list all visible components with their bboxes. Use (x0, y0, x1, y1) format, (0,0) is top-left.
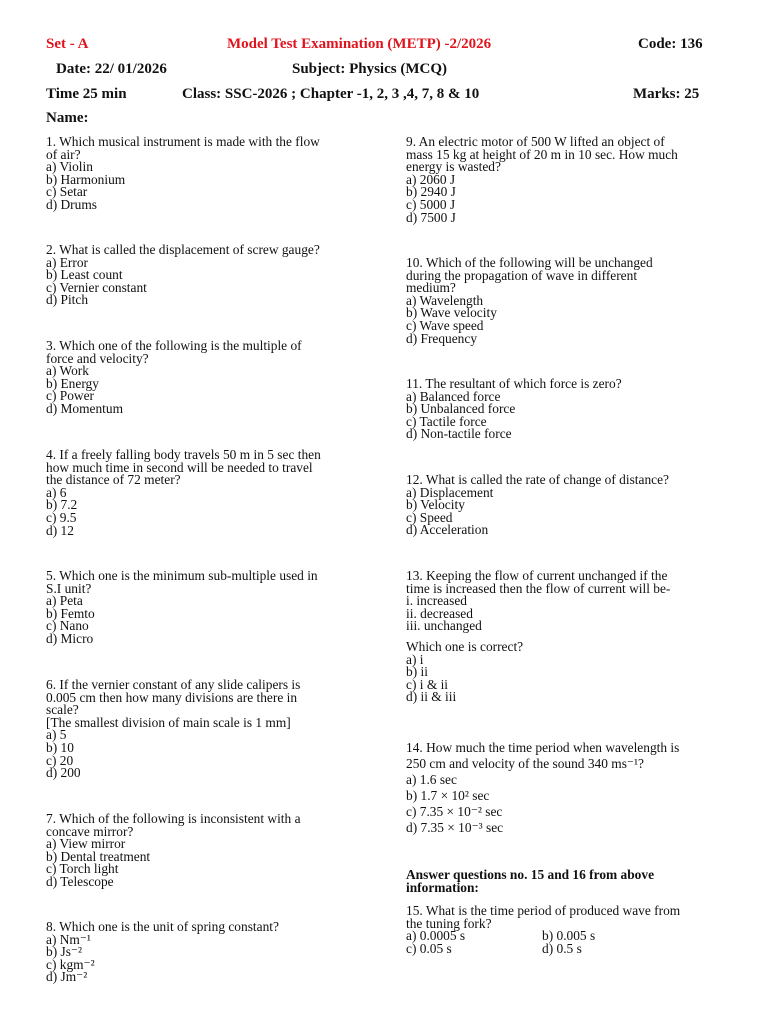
set-label: Set - A (46, 36, 89, 52)
option-a: a) 2060 J (406, 171, 456, 187)
option-c: c) Setar (46, 184, 88, 200)
option-d: d) Pitch (46, 292, 89, 308)
question-8: 8. Which one is the unit of spring constant? a) Nm⁻¹ b) Js⁻² c) kgm⁻² d) Jm⁻² (46, 919, 279, 985)
option-c: c) Torch light (46, 861, 119, 877)
question-15: 15. What is the time period of produced wave from the tuning fork? a) 0.0005 s b) 0.005 s c) 0.05 s d) 0.5 s (406, 903, 681, 956)
option-a: a) Error (46, 254, 89, 270)
option-a: a) 1.6 sec (406, 772, 457, 787)
option-d: d) 0.5 s (542, 940, 582, 956)
statement-i: i. increased (406, 593, 467, 609)
option-b: b) Energy (46, 375, 99, 391)
option-d: d) Momentum (46, 400, 123, 416)
option-a: a) Peta (46, 593, 83, 609)
option-a: a) 6 (46, 484, 67, 500)
name-label: Name: (46, 110, 89, 126)
option-a: a) Nm⁻¹ (46, 931, 91, 947)
option-d: d) Non-tactile force (406, 426, 512, 442)
exam-marks: Marks: 25 (633, 86, 700, 102)
instruction-note: Answer questions no. 15 and 16 from above information: (406, 867, 655, 895)
option-d: d) 200 (46, 765, 81, 781)
option-c: c) kgm⁻² (46, 956, 95, 972)
which-correct: Which one is correct? (406, 638, 524, 654)
option-d: d) Drums (46, 196, 97, 212)
option-b: b) Least count (46, 267, 123, 283)
exam-code: Code: 136 (638, 36, 703, 52)
option-d: d) Frequency (406, 330, 478, 346)
option-b: b) 10 (46, 739, 74, 755)
question-6: 6. If the vernier constant of any slide calipers is 0.005 cm then how many divisions are there in scale? [The smallest division of main scale is 1 mm] a) 5 b) 10 c) 20 d) 200 (46, 677, 301, 781)
option-a: a) 0.0005 s (406, 928, 466, 944)
question-4: 4. If a freely falling body travels 50 m in 5 sec then how much time in second will be needed to travel the distance of 72 meter? a) 6 b) 7.2 c) 9.5 d) 12 (46, 447, 321, 538)
option-c: c) Nano (46, 618, 89, 634)
option-b: b) Femto (46, 605, 95, 621)
option-c: c) Wave speed (406, 317, 484, 333)
question-1: 1. Which musical instrument is made with the flow of air? a) Violin b) Harmonium c) Setar d) Drums (46, 134, 320, 212)
question-13: 13. Keeping the flow of current unchanged if the time is increased then the flow of current will be- i. increased ii. decreased iii. unchanged Which one is correct? a) i b) ii c) i & ii d) ii & iii (406, 568, 671, 705)
option-b: b) Harmonium (46, 171, 126, 187)
option-a: a) View mirror (46, 836, 126, 852)
option-c: c) Vernier constant (46, 279, 147, 295)
option-d: d) 7.35 × 10⁻³ sec (406, 820, 504, 835)
option-b: b) ii (406, 664, 428, 680)
option-b: b) Velocity (406, 497, 465, 513)
question-3: 3. Which one of the following is the multiple of force and velocity? a) Work b) Energy c) Power d) Momentum (46, 338, 302, 416)
option-a: a) 5 (46, 727, 67, 743)
option-d: d) 12 (46, 522, 74, 538)
option-b: b) 1.7 × 10² sec (406, 788, 490, 803)
option-a: a) Balanced force (406, 388, 501, 404)
question-2: 2. What is called the displacement of screw gauge? a) Error b) Least count c) Vernier constant d) Pitch (46, 242, 320, 308)
question-5: 5. Which one is the minimum sub-multiple used in S.I unit? a) Peta b) Femto c) Nano d) Micro (46, 568, 318, 646)
option-a: a) Displacement (406, 484, 494, 500)
question-14: 14. How much the time period when wavelength is 250 cm and velocity of the sound 340 ms⁻¹? a) 1.6 sec b) 1.7 × 10² sec c) 7.35 × 10⁻² sec d) 7.35 × 10⁻³ sec (406, 740, 680, 835)
option-a: a) Violin (46, 159, 93, 175)
option-c: c) 7.35 × 10⁻² sec (406, 804, 503, 819)
option-c: c) 20 (46, 752, 74, 768)
option-b: b) 7.2 (46, 497, 78, 513)
option-b: b) Wave velocity (406, 305, 497, 321)
question-12: 12. What is called the rate of change of distance? a) Displacement b) Velocity c) Speed d) Acceleration (406, 472, 669, 538)
option-d: d) Jm⁻² (46, 969, 88, 985)
option-b: b) Dental treatment (46, 848, 151, 864)
option-d: d) Micro (46, 630, 94, 646)
statement-iii: iii. unchanged (406, 618, 482, 634)
option-c: c) Tactile force (406, 413, 487, 429)
question-10: 10. Which of the following will be unchanged during the propagation of wave in different medium? a) Wavelength b) Wave velocity c) Wave speed d) Frequency (406, 255, 653, 346)
option-a: a) Wavelength (406, 292, 484, 308)
question-7: 7. Which of the following is inconsistent with a concave mirror? a) View mirror b) Dental treatment c) Torch light d) Telescope (46, 811, 301, 889)
option-c: c) Speed (406, 509, 453, 525)
option-a: a) Work (46, 363, 89, 379)
option-b: b) Unbalanced force (406, 401, 516, 417)
option-c: c) i & ii (406, 676, 449, 692)
option-c: c) Power (46, 388, 94, 404)
statement-ii: ii. decreased (406, 605, 473, 621)
option-a: a) i (406, 651, 424, 667)
option-c: c) 9.5 (46, 509, 77, 525)
option-d: d) ii & iii (406, 689, 457, 705)
option-d: d) Telescope (46, 873, 114, 889)
option-b: b) 2940 J (406, 184, 456, 200)
exam-date: Date: 22/ 01/2026 (56, 61, 167, 77)
option-c: c) 5000 J (406, 196, 456, 212)
option-b: b) 0.005 s (542, 928, 596, 944)
exam-title: Model Test Examination (METP) -2/2026 (227, 36, 492, 52)
option-d: d) 7500 J (406, 209, 456, 225)
exam-time: Time 25 min (46, 86, 127, 102)
exam-subject: Subject: Physics (MCQ) (292, 61, 447, 77)
class-info: Class: SSC-2026 ; Chapter -1, 2, 3 ,4, 7, 8 & 10 (182, 86, 480, 102)
option-b: b) Js⁻² (46, 944, 83, 960)
question-11: 11. The resultant of which force is zero? a) Balanced force b) Unbalanced force c) Tactile force d) Non-tactile force (406, 376, 622, 442)
question-9: 9. An electric motor of 500 W lifted an object of mass 15 kg at height of 20 m in 10 sec. How much energy is wasted? a) 2060 J b) 2940 J c) 5000 J d) 7500 J (406, 134, 678, 225)
option-d: d) Acceleration (406, 522, 489, 538)
option-c: c) 0.05 s (406, 940, 452, 956)
